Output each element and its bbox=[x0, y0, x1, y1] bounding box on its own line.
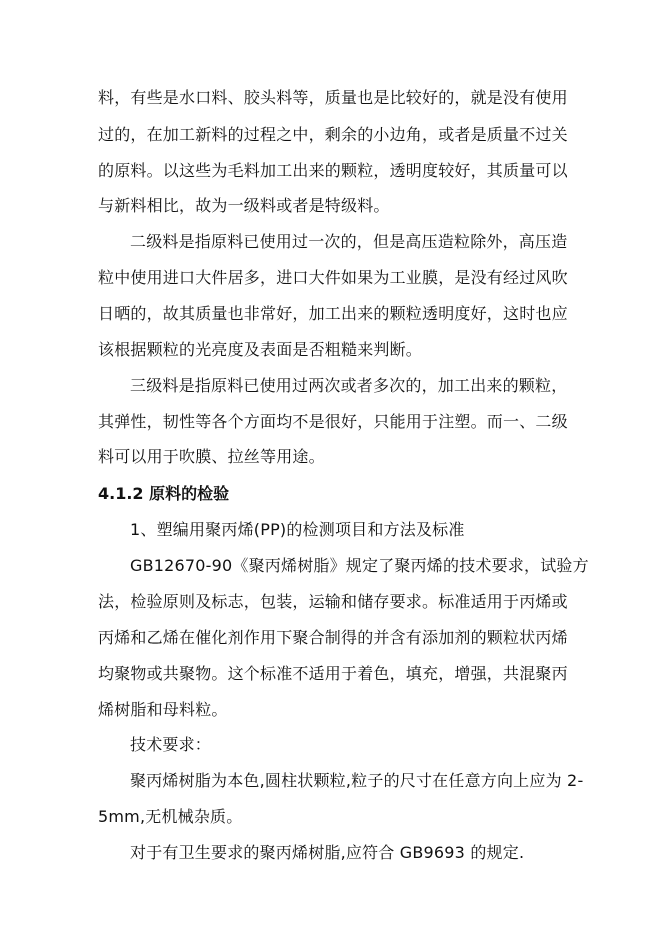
body-text-line: 烯树脂和母料粒。 bbox=[98, 700, 228, 719]
body-text-line: 粒中使用进口大件居多，进口大件如果为工业膜，是没有经过风吹 bbox=[98, 268, 568, 287]
item-title: 1、塑编用聚丙烯(PP)的检测项目和方法及标准 bbox=[130, 520, 465, 539]
body-text-line: 与新料相比，故为一级料或者是特级料。 bbox=[98, 196, 390, 215]
body-text-line: 法，检验原则及标志，包装，运输和储存要求。标准适用于丙烯或 bbox=[98, 592, 568, 611]
body-text-line: 其弹性，韧性等各个方面均不是很好，只能用于注塑。而一、二级 bbox=[98, 412, 568, 431]
body-text-line: 料可以用于吹膜、拉丝等用途。 bbox=[98, 447, 325, 466]
body-text-line: 日晒的，故其质量也非常好，加工出来的颗粒透明度好，这时也应 bbox=[98, 304, 568, 323]
body-text-line: 该根据颗粒的光亮度及表面是否粗糙来判断。 bbox=[98, 340, 423, 359]
body-text-line: 过的，在加工新料的过程之中，剩余的小边角，或者是质量不过关 bbox=[98, 125, 568, 144]
body-text-line: 料，有些是水口料、胶头料等，质量也是比较好的，就是没有使用 bbox=[98, 88, 568, 107]
body-text-line: GB12670-90《聚丙烯树脂》规定了聚丙烯的技术要求，试验方 bbox=[130, 556, 589, 575]
tech-requirements-label: 技术要求： bbox=[130, 735, 212, 754]
body-text-line: 三级料是指原料已使用过两次或者多次的，加工出来的颗粒， bbox=[130, 376, 568, 395]
body-text-line: 丙烯和乙烯在催化剂作用下聚合制得的并含有添加剂的颗粒状丙烯 bbox=[98, 628, 568, 647]
body-text-line: 的原料。以这些为毛料加工出来的颗粒，透明度较好，其质量可以 bbox=[98, 161, 568, 180]
body-text-line: 二级料是指原料已使用过一次的，但是高压造粒除外，高压造 bbox=[130, 232, 568, 251]
body-text-line: 均聚物或共聚物。这个标准不适用于着色，填充，增强，共混聚丙 bbox=[98, 664, 568, 683]
body-text-line: 5mm,无机械杂质。 bbox=[98, 807, 243, 826]
section-heading: 4.1.2 原料的检验 bbox=[98, 484, 230, 503]
body-text-line: 聚丙烯树脂为本色,圆柱状颗粒,粒子的尺寸在任意方向上应为 2- bbox=[130, 771, 584, 790]
body-text-line: 对于有卫生要求的聚丙烯树脂,应符合 GB9693 的规定. bbox=[130, 843, 525, 862]
